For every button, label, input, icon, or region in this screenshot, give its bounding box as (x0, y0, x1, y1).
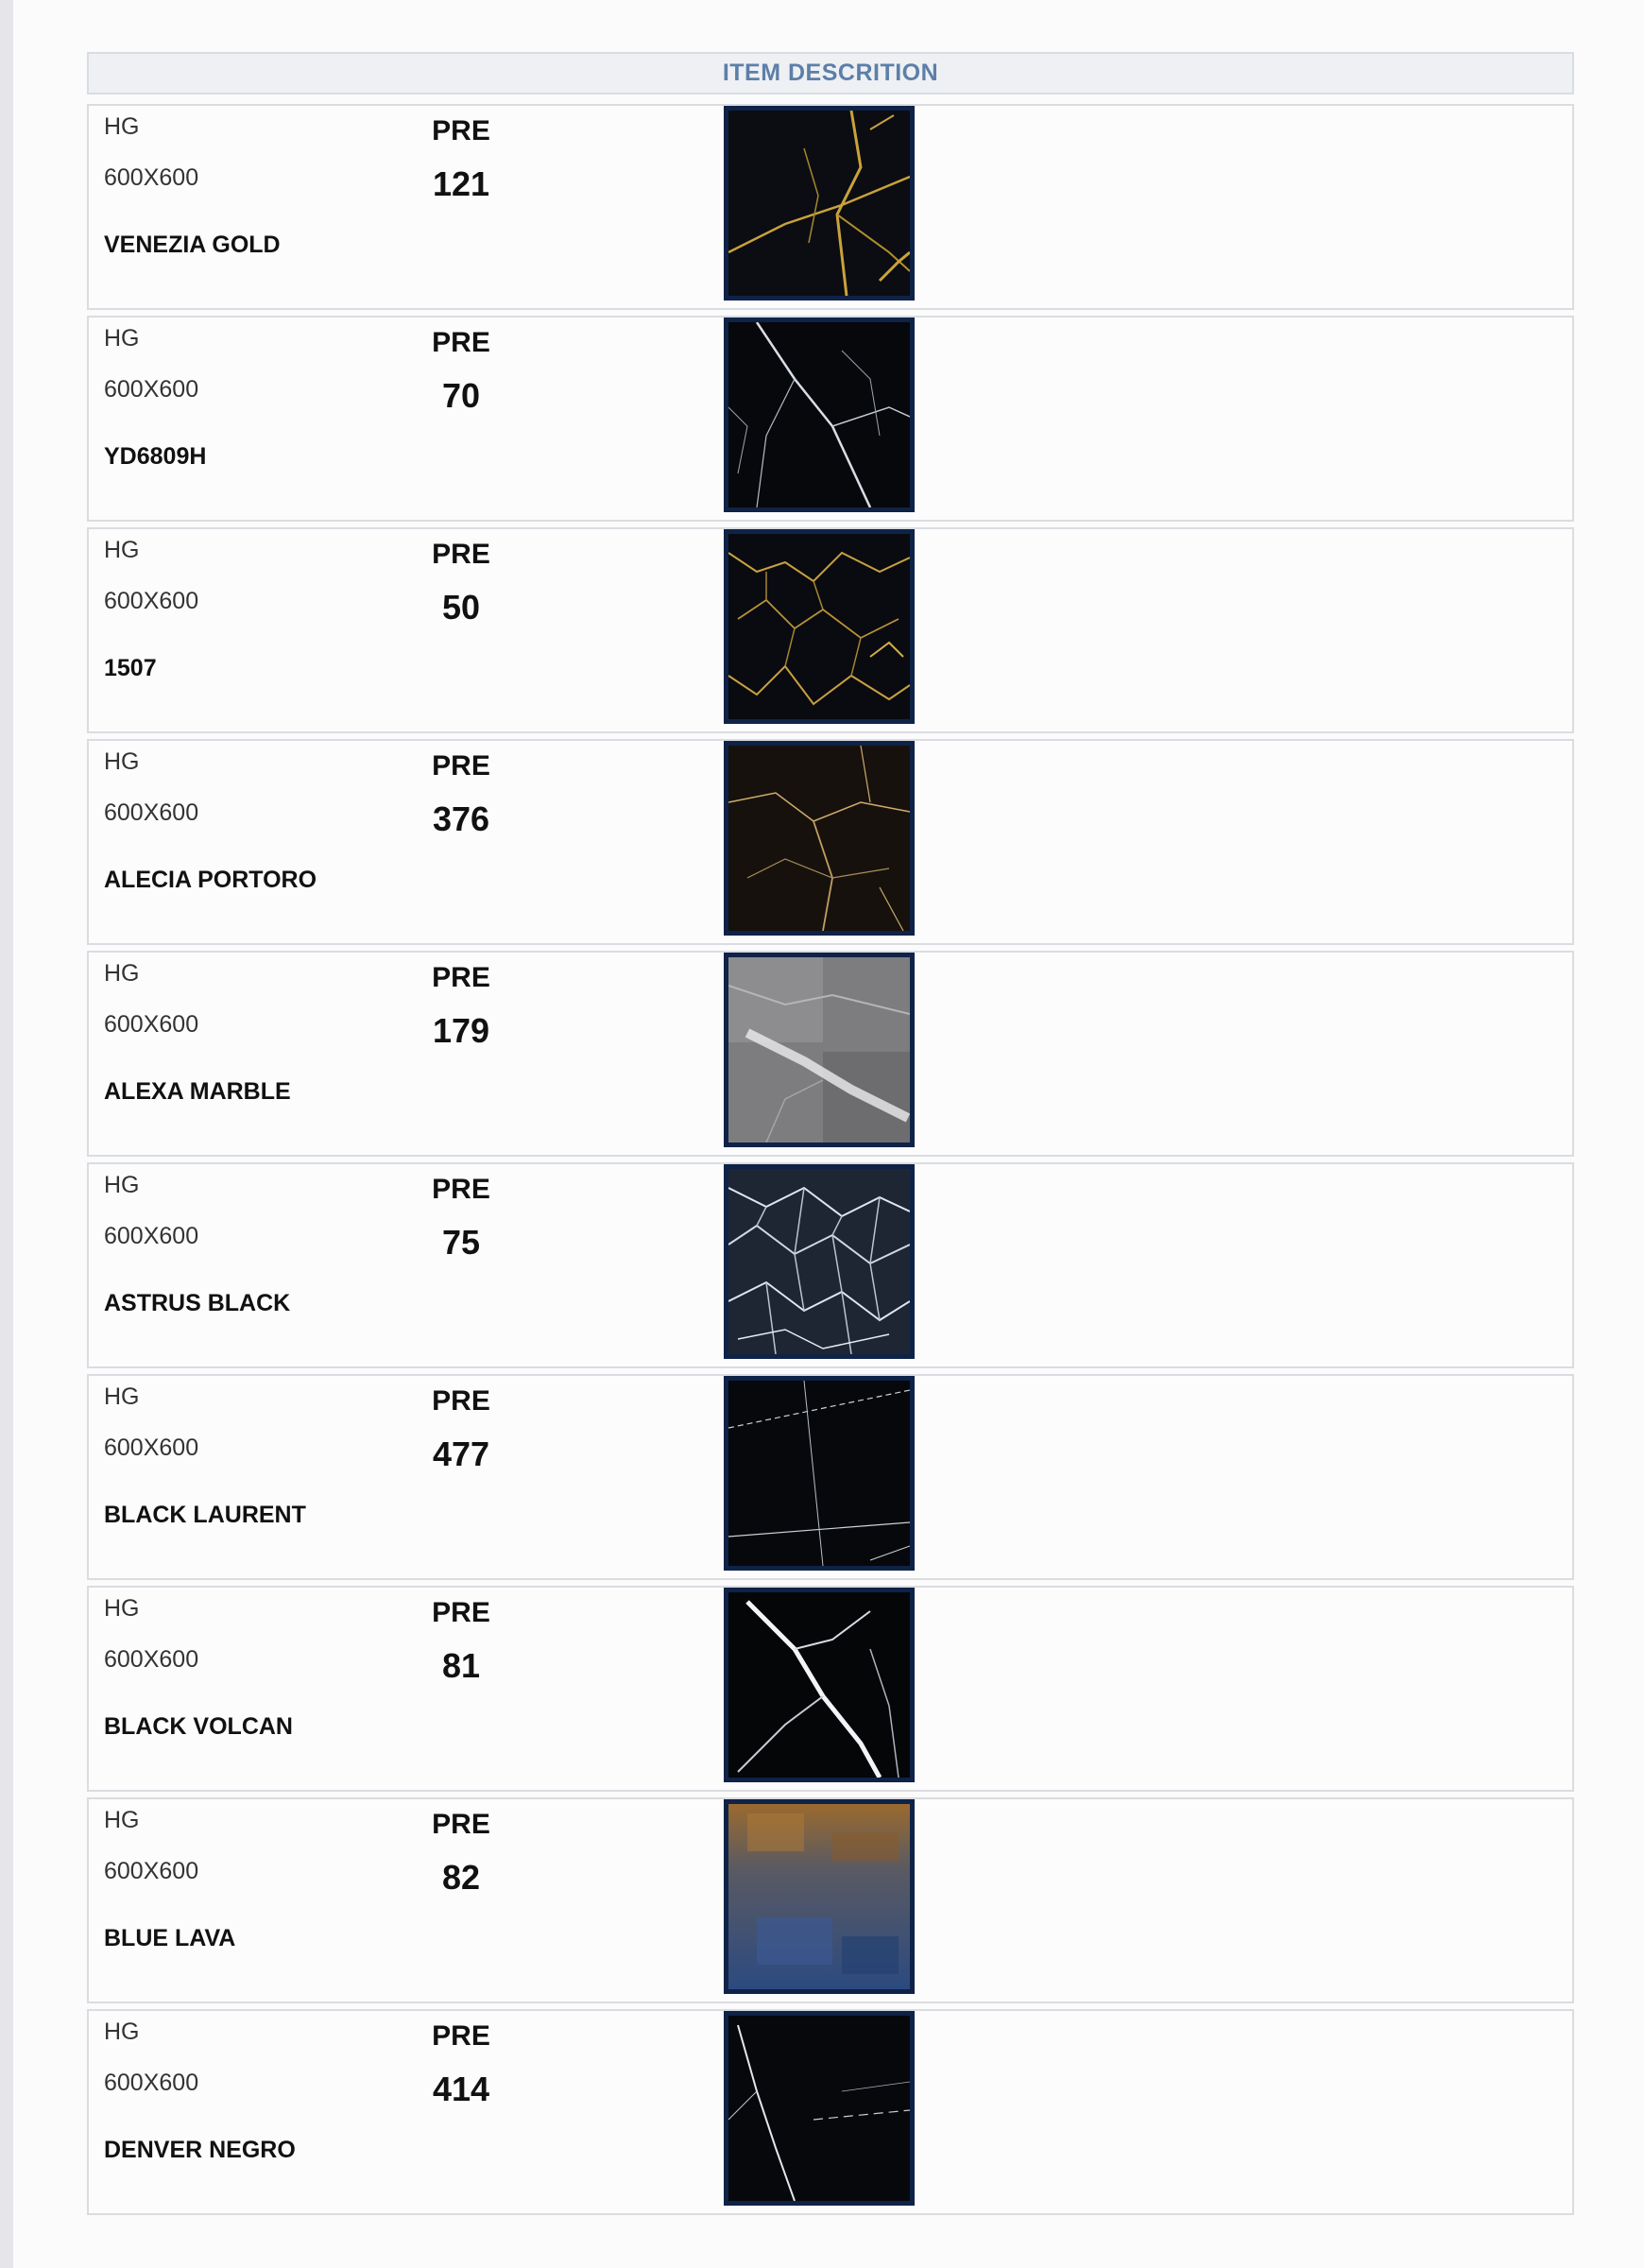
item-grade: PRE (432, 1597, 490, 1628)
tile-image (724, 2011, 915, 2206)
item-size: 600X600 (104, 1223, 199, 1249)
item-name: BLACK VOLCAN (104, 1713, 293, 1740)
table-row (87, 1162, 1574, 1368)
table-row (87, 951, 1574, 1157)
item-name: 1507 (104, 655, 157, 681)
tile-image (724, 953, 915, 1147)
item-grade: PRE (432, 1809, 490, 1840)
item-code: HG (104, 1807, 140, 1833)
item-code: HG (104, 325, 140, 352)
item-name: ASTRUS BLACK (104, 1290, 291, 1316)
tile-image (724, 318, 915, 512)
table-row (87, 2009, 1574, 2215)
item-size: 600X600 (104, 2070, 199, 2096)
item-quantity: 75 (441, 1223, 481, 1262)
item-code: HG (104, 1383, 140, 1410)
item-size: 600X600 (104, 1011, 199, 1038)
item-code: HG (104, 537, 140, 563)
item-grade: PRE (432, 539, 490, 570)
tile-image (724, 106, 915, 301)
item-size: 600X600 (104, 588, 199, 614)
item-grade: PRE (432, 1174, 490, 1205)
item-size: 600X600 (104, 376, 199, 403)
item-size: 600X600 (104, 1646, 199, 1673)
page-margin (0, 0, 14, 2268)
tile-image (724, 1164, 915, 1359)
item-size: 600X600 (104, 1858, 199, 1884)
item-quantity: 414 (432, 2070, 490, 2108)
table-header: ITEM DESCRITION (87, 52, 1574, 94)
item-grade: PRE (432, 2020, 490, 2052)
item-name: VENEZIA GOLD (104, 232, 281, 258)
item-name: ALEXA MARBLE (104, 1078, 291, 1105)
item-quantity: 81 (441, 1646, 481, 1685)
item-grade: PRE (432, 1385, 490, 1417)
item-code: HG (104, 1172, 140, 1198)
item-grade: PRE (432, 327, 490, 358)
item-name: BLUE LAVA (104, 1925, 236, 1951)
tile-image (724, 1799, 915, 1994)
item-quantity: 50 (441, 588, 481, 627)
item-name: YD6809H (104, 443, 207, 470)
item-quantity: 121 (432, 164, 490, 203)
item-grade: PRE (432, 115, 490, 146)
item-grade: PRE (432, 750, 490, 782)
tile-image (724, 1588, 915, 1782)
item-name: DENVER NEGRO (104, 2137, 296, 2163)
item-quantity: 70 (441, 376, 481, 415)
item-code: HG (104, 960, 140, 987)
item-grade: PRE (432, 962, 490, 993)
item-size: 600X600 (104, 1435, 199, 1461)
item-size: 600X600 (104, 164, 199, 191)
table-row (87, 739, 1574, 945)
tile-image (724, 741, 915, 936)
table-row (87, 1797, 1574, 2003)
item-quantity: 179 (432, 1011, 490, 1050)
table-row (87, 316, 1574, 522)
table-row (87, 1586, 1574, 1792)
item-code: HG (104, 1595, 140, 1622)
tile-image (724, 1376, 915, 1571)
item-name: ALECIA PORTORO (104, 867, 317, 893)
item-size: 600X600 (104, 799, 199, 826)
item-quantity: 376 (432, 799, 490, 838)
document-sheet (13, 0, 1644, 2268)
item-code: HG (104, 748, 140, 775)
item-code: HG (104, 113, 140, 140)
table-row (87, 1374, 1574, 1580)
item-name: BLACK LAURENT (104, 1502, 306, 1528)
item-code: HG (104, 2019, 140, 2045)
item-quantity: 477 (432, 1435, 490, 1473)
table-row (87, 104, 1574, 310)
item-quantity: 82 (441, 1858, 481, 1897)
table-row (87, 527, 1574, 733)
tile-image (724, 529, 915, 724)
